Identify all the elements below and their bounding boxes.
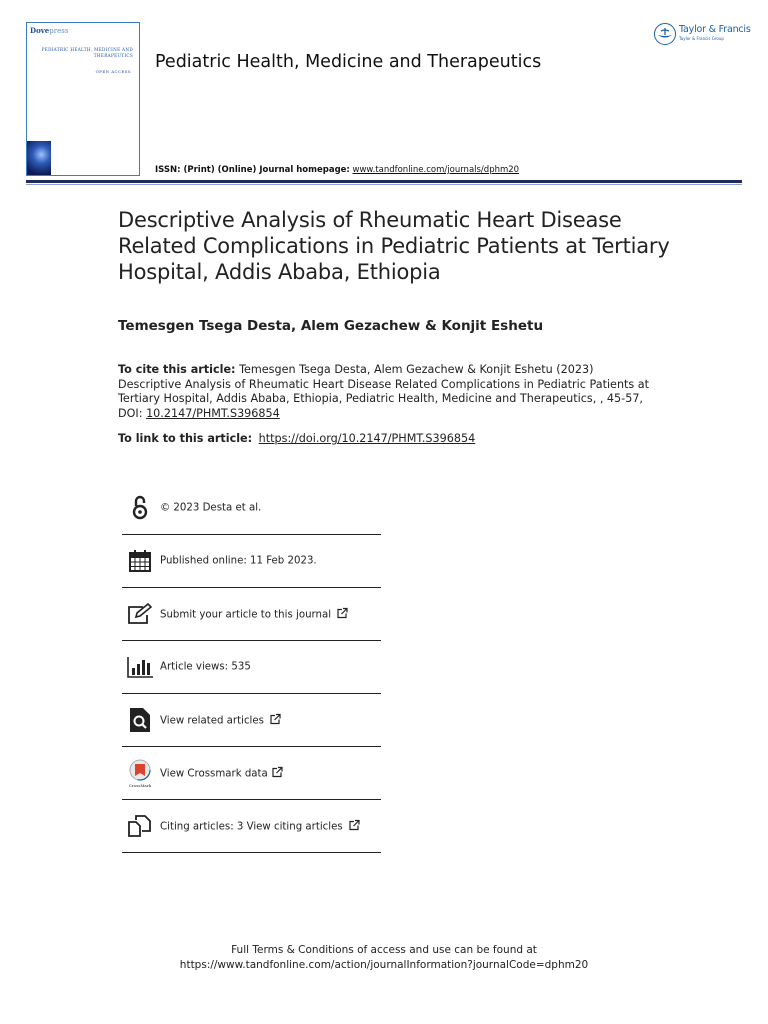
link-label: To link to this article: xyxy=(118,432,253,445)
citing-text: Citing articles: 3 View citing articles xyxy=(160,821,343,833)
submit-text: Submit your article to this journal xyxy=(160,609,332,621)
terms-footer xyxy=(0,943,768,972)
published-text: Published online: 11 Feb 2023. xyxy=(160,555,317,567)
cite-doi-link[interactable]: 10.2147/PHMT.S396854 xyxy=(146,406,280,420)
published-row xyxy=(122,535,381,588)
journal-title: Pediatric Health, Medicine and Therapeutics xyxy=(155,52,542,72)
citation-block xyxy=(118,363,658,421)
bar-chart-icon xyxy=(126,653,154,681)
journal-homepage-link[interactable]: www.tandfonline.com/journals/dphm20 xyxy=(352,165,520,175)
cover-artwork xyxy=(27,141,51,175)
calendar-icon xyxy=(126,547,154,575)
footer-line-1: Full Terms & Conditions of access and use can be found at xyxy=(231,944,537,956)
related-row[interactable] xyxy=(122,694,381,747)
copyright-row xyxy=(122,482,381,535)
related-text: View related articles xyxy=(160,715,264,727)
cite-label: To cite this article: xyxy=(118,363,236,376)
edit-icon xyxy=(126,600,154,628)
cover-journal-name: PEDIATRIC HEALTH, MEDICINE AND THERAPEUTICS xyxy=(41,47,133,58)
submit-label-wrap xyxy=(160,608,348,621)
external-link-icon xyxy=(272,767,283,778)
citing-articles-icon xyxy=(126,812,154,840)
publisher-logo[interactable] xyxy=(654,22,750,48)
taylor-francis-icon xyxy=(654,23,676,45)
crossmark-label-wrap xyxy=(160,767,283,780)
article-title: Descriptive Analysis of Rheumatic Heart Disease Related Complications in Pediatric Patients at Tertiary Hospital, Addis Ababa, Ethiopia xyxy=(118,208,670,284)
cite-text: Temesgen Tsega Desta, Alem Gezachew & Konjit Eshetu (2023) Descriptive Analysis of Rheumatic Heart Disease Related Complications in Pediatric Patients at Tertiary Hospital, Addis Ababa, Ethiopia, Pediatric Health, Medicine and Therapeutics, , 45-57, DOI: xyxy=(118,363,650,420)
dovepress-logo: Dovepress xyxy=(30,26,69,35)
views-row xyxy=(122,641,381,694)
article-link-line xyxy=(118,432,475,445)
external-link-icon xyxy=(337,608,348,619)
crossmark-text: View Crossmark data xyxy=(160,768,268,780)
crossmark-icon xyxy=(126,759,154,787)
issn-label: ISSN: (Print) (Online) Journal homepage: xyxy=(155,165,350,175)
related-search-icon xyxy=(126,706,154,734)
related-label-wrap xyxy=(160,714,281,727)
header-divider xyxy=(26,180,742,183)
crossmark-badge-text: CrossMark xyxy=(128,783,152,788)
crossmark-row[interactable] xyxy=(122,747,381,800)
citing-label-wrap xyxy=(160,820,360,833)
publisher-subtitle: Taylor & Francis Group xyxy=(679,36,724,41)
submit-row[interactable] xyxy=(122,588,381,641)
article-authors: Temesgen Tsega Desta, Alem Gezachew & Konjit Eshetu xyxy=(118,318,544,334)
open-access-icon xyxy=(126,494,154,522)
copyright-text: © 2023 Desta et al. xyxy=(160,502,262,514)
article-info-list xyxy=(122,482,381,853)
cover-open-access: OPEN ACCESS xyxy=(95,69,131,74)
issn-line xyxy=(155,165,519,175)
footer-terms-link[interactable]: https://www.tandfonline.com/action/journalInformation?journalCode=dphm20 xyxy=(179,958,589,971)
journal-cover xyxy=(26,22,140,176)
header-divider-thin xyxy=(26,184,742,185)
external-link-icon xyxy=(349,820,360,831)
publisher-name: Taylor & Francis xyxy=(679,24,751,35)
citing-row[interactable] xyxy=(122,800,381,853)
article-doi-link[interactable]: https://doi.org/10.2147/PHMT.S396854 xyxy=(258,432,476,445)
views-text: Article views: 535 xyxy=(160,661,251,673)
external-link-icon xyxy=(270,714,281,725)
